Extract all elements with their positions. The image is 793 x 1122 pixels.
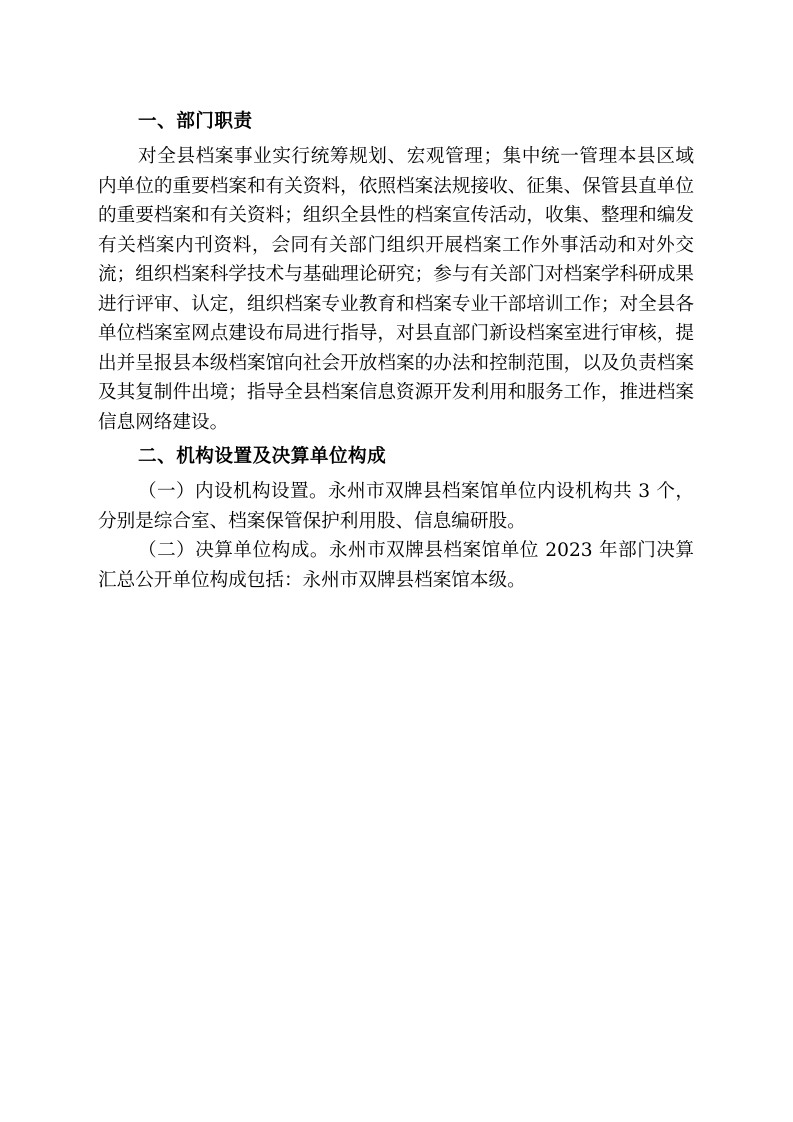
section-heading: 一、部门职责 — [138, 111, 253, 132]
budget-units-paragraph: （二）决算单位构成。永州市双牌县档案馆单位 2023 年部门决算汇总公开单位构成包括：永州市双牌县档案馆本级。 — [98, 540, 694, 591]
section-organization-structure — [98, 437, 694, 595]
duties-paragraph: 对全县档案事业实行统筹规划、宏观管理；集中统一管理本县区域内单位的重要档案和有关资料，依照档案法规接收、征集、保管县直单位的重要档案和有关资料；组织全县性的档案宣传活动，收集、整理和编发有关档案内刊资料，会同有关部门组织开展档案工作外事活动和对外交流；组织档案科学技术与基础理论研究；参与有关部门对档案学科研成果进行评审、认定，组织档案专业教育和档案专业干部培训工作；对全县各单位档案室网点建设布局进行指导，对县直部门新设档案室进行审核，提出并呈报县本级档案馆向社会开放档案的办法和控制范围，以及负责档案及其复制件出境；指导全县档案信息资源开发利用和服务工作，推进档案信息网络建设。 — [98, 146, 694, 433]
section-department-duties — [98, 102, 694, 437]
internal-agencies-paragraph: （一）内设机构设置。永州市双牌县档案馆单位内设机构共 3 个，分别是综合室、档案保管保护利用股、信息编研股。 — [98, 481, 694, 532]
document-body — [98, 102, 694, 595]
section-heading: 二、机构设置及决算单位构成 — [138, 446, 387, 467]
